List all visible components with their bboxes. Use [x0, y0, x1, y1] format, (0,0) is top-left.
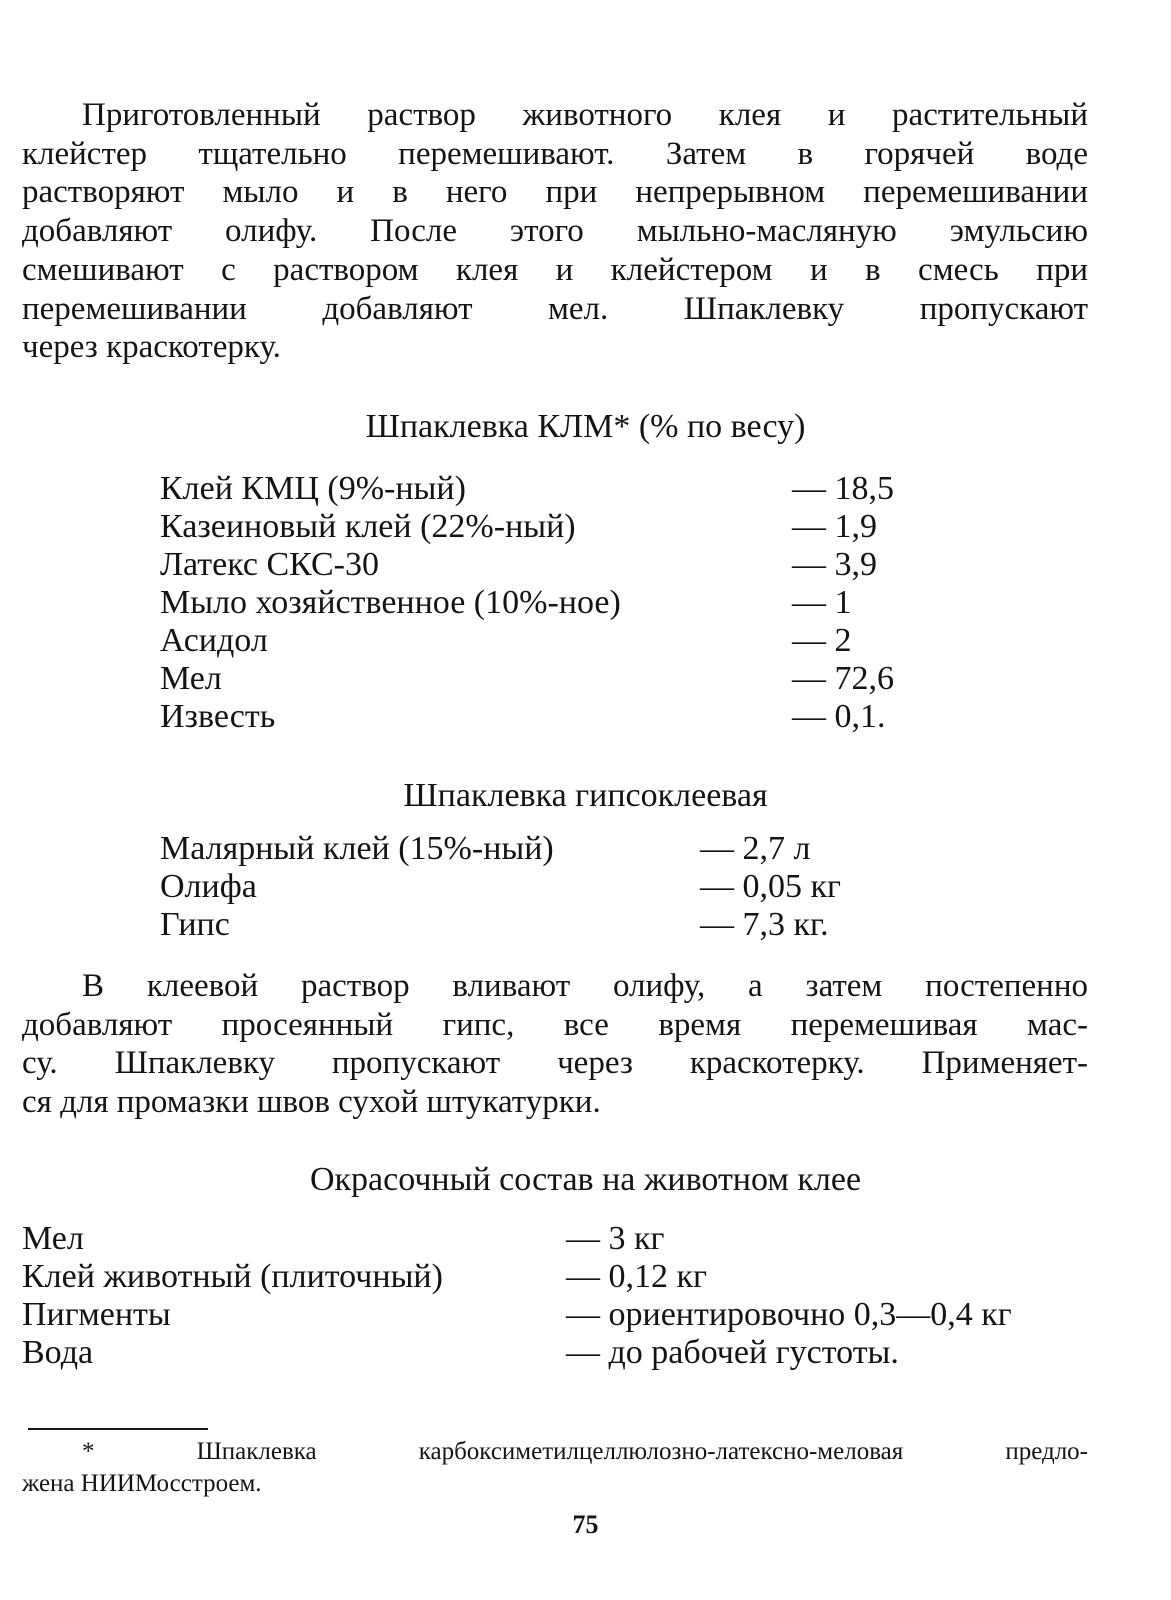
paragraph-line: добавляют просеянный гипс, все время перемешивая мас-	[22, 1006, 1088, 1043]
paragraph-line: клейстер тщательно перемешивают. Затем в горячей воде	[22, 135, 1088, 172]
paragraph-line: через краскотерку.	[22, 329, 281, 366]
paragraph-line: су. Шпаклевку пропускают через краскотерку. Применяет-	[22, 1045, 1088, 1082]
ingredient-name: Вода	[22, 1334, 94, 1371]
ingredient-name: Гипс	[160, 906, 230, 943]
ingredient-name: Латекс СКС-30	[160, 546, 379, 583]
ingredient-name: Клей животный (плиточный)	[22, 1258, 443, 1295]
ingredient-value: — ориентировочно 0,3—0,4 кг	[566, 1296, 1012, 1333]
paragraph-gypsum-method	[22, 967, 1088, 1122]
ingredient-value: — 2,7 л	[700, 830, 811, 867]
ingredient-name: Мыло хозяйственное (10%-ное)	[160, 584, 621, 621]
ingredient-value: — 0,05 кг	[700, 868, 841, 905]
ingredient-value: — 72,6	[792, 660, 894, 697]
footnote-rule	[28, 1428, 208, 1430]
ingredient-name: Известь	[160, 698, 276, 735]
ingredient-name: Малярный клей (15%-ный)	[160, 830, 554, 867]
ingredient-name: Мел	[22, 1220, 84, 1257]
footnote-line: * Шпаклевка карбоксиметилцеллюлозно-латексно-меловая предло-	[82, 1438, 1088, 1465]
paragraph-line: смешивают с раствором клея и клейстером и в смесь при	[22, 251, 1088, 288]
ingredient-value: — 18,5	[792, 470, 894, 507]
ingredient-name: Асидол	[160, 622, 268, 659]
paragraph-line: ся для промазки швов сухой штукатурки.	[22, 1084, 601, 1121]
page-number: 75	[572, 1510, 599, 1539]
ingredient-value: — 3 кг	[566, 1220, 665, 1257]
recipe-klm-title: Шпаклевка КЛМ* (% по весу)	[365, 408, 806, 445]
ingredient-name: Мел	[160, 660, 222, 697]
ingredient-value: — 1,9	[792, 508, 877, 545]
ingredient-name: Казеиновый клей (22%-ный)	[160, 508, 576, 545]
paragraph-intro	[22, 96, 1088, 367]
ingredient-value: — 1	[792, 584, 852, 621]
recipe-paint-title: Окрасочный состав на животном клее	[309, 1161, 862, 1198]
ingredient-value: — 3,9	[792, 546, 877, 583]
ingredient-name: Пигменты	[22, 1296, 171, 1333]
ingredient-name: Клей КМЦ (9%-ный)	[160, 470, 466, 507]
recipe-gypsum-title: Шпаклевка гипсоклеевая	[403, 777, 768, 814]
paragraph-line: Приготовленный раствор животного клея и растительный	[82, 97, 1088, 133]
ingredient-name: Олифа	[160, 868, 257, 905]
footnote	[22, 1436, 1088, 1500]
ingredient-value: — 2	[792, 622, 852, 659]
footnote-line: жена НИИМосстроем.	[22, 1470, 262, 1497]
paragraph-line: перемешивании добавляют мел. Шпаклевку пропускают	[22, 290, 1088, 327]
ingredient-value: — до рабочей густоты.	[566, 1334, 899, 1371]
ingredient-value: — 0,12 кг	[566, 1258, 707, 1295]
paragraph-line: В клеевой раствор вливают олифу, а затем постепенно	[82, 968, 1088, 1004]
ingredient-value: — 0,1.	[792, 698, 886, 735]
paragraph-line: добавляют олифу. После этого мыльно-масляную эмульсию	[22, 213, 1088, 250]
ingredient-value: — 7,3 кг.	[700, 906, 829, 943]
paragraph-line: растворяют мыло и в него при непрерывном перемешивании	[22, 174, 1088, 211]
